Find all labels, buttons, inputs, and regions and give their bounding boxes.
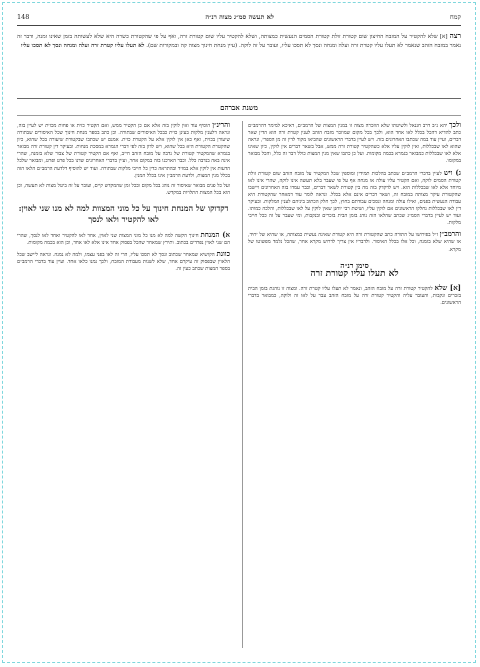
commentary-rule — [17, 115, 461, 116]
header-rule — [17, 25, 461, 26]
intro-lead-word: רצה — [449, 31, 461, 40]
lead-word: א) המנחת — [200, 229, 230, 239]
lead-word: והרמב״ן — [439, 229, 461, 239]
intro-text: [א] שלא להקטיר על המזבח החיצון שום קטורת זולת קטורת הסמים הנעשית כמצותה, ושלא להקטיר עליו שום קטורת זרה, ואף על פי שהקטורת כשרה היא שלא לעשותה בזמן שאינו זמנה, ודבר זה נאמר במזבח הזהב שנאמר לא תעלו עליו קטרת זרה ועלה ומנחה ונסך לא תסכו עליו, ועובר על זה לוקה. (עיין מנחת חינוך מצוה קה ובמקורות שם). — [17, 34, 461, 49]
left-paragraph — [17, 121, 230, 180]
siman-label: סימן רנ״ה — [340, 260, 369, 270]
right-column — [248, 121, 461, 652]
siman-paragraph — [248, 284, 461, 307]
column-separator — [242, 121, 243, 648]
paragraph-text: חינוך הקשה למה לא מנו כל מוני המצות שני לאוין, אחד לאו להקטיר ואחד לאו לנסך, שהרי הם שני לאוין נפרדים בכתוב. ותירץ שמאחר שהכל בפסוק אחד אינו אלא לאו אחד, וכן הוא בכמה מקומות. — [17, 232, 230, 247]
paragraph-text: הוסיף עוד ואין לוקין בזה אלא אם כן הקטיר ממש, ואם הקטיר כזית או פחות מכזית יש לעיין בזה, ונראה דלענין מלקות בעינן כזית כבכל האיסורים שבתורה. וכן כתב בספר מנחת חינוך שכל האיסורים שבתורה שיעורן בכזית, ואף כאן אין לוקין אלא על הקטרת כזית. אמנם יש שכתבו שבקטורת שיעורה בכל שהוא, כיון שהקטרת הקטורת היא בכל שהוא, ויש לדון בזה לפי דברי הגמרא במסכת מנחות. ובעיקר דין קטורת זרה מבואר בגמרא שהמקטיר קטורת של נדבה על מזבח הזהב חייב, ואף אם הקטיר קטורת של צבור שלא בזמנה, שהרי אינה באה בנדבה כלל. וכבר הארכנו בזה במקום אחר, ועיין בדברי האחרונים שדנו בכל פרט ופרט, ומבואר שלכל הדעות אין לוקין אלא במזיד ובהתראה כדין כל חייבי מלקות שבתורה. ועוד יש להוסיף דלדעת הרמב״ם הלאו הזה בכלל מנין המצות, ולדעת הרמב״ן אינו בכלל המנין. — [17, 123, 230, 179]
running-title: לא תעשה סמ״ג מצוה רנ״ה — [205, 13, 274, 21]
paragraph-text: לעיין בדברי הרמב״ם שכתב בהלכות תמידין ומוספין שכל המקטיר על מזבח הזהב שום קטורת זולת קטורת הסמים לוקה, ואם הקטיר עליו עולה או מנחה אף על פי שעבר בלא תעשה אינו לוקה, שהרי אינו לאו מיוחד אלא לאו שבכללות הוא. ויש לדקדק בזה מה בין קטורת לשאר דברים, וכבר עמדו בזה האחרונים ויישבו שהקטורת עיקר מצותה במזבח זה, ושאר דברים אינם אלא בכלל. ונראה לומר עוד דמאחר שהקטורת היא עבודה הנעשית בפנים, ואילו עולה ומנחה ונסכים עבודתם בחוץ, לכך חלק הכתוב ביניהם לענין המלקות. ובעיקר דין לאו שבכללות נחלקו הראשונים אם לוקין עליו, ושיטת רבי יוחנן שאין לוקין על לאו שבכללות, והלכה כמותו. ועוד יש לעיין בדברי הסמ״ג שכתב שהלאו הזה נוהג בזמן הבית בזכרים ובנקבות, ומי שעבר על זה ככל חייבי מלקות. — [248, 170, 461, 227]
paragraph-text: להקטיר קטורת זרה על מזבח הזהב, ונאמר לא תעלו עליו קטרת זרה. ומצוה זו נוהגת בזמן הבית בזכרים ונקבות, והעובר עליה והקטיר קטורת זרה על מזבח הזהב עבר על לאו זה ולוקה, כמבואר בדברי הראשונים. — [248, 285, 461, 306]
page-header — [17, 11, 461, 23]
intro-bold-phrase: לא תעלו עליו קטרת זרה ועלה ומנחה ונסך לא תסכו עליו — [21, 43, 145, 49]
paragraph-text: ועל כל פנים מבואר שאיסור זה נוהג בכל מקום ובכל זמן שהמקדש קיים, ועובר על זה ביטל מצות לא תעשה, וכן הוא בכל המצות התלויות במקדש. — [17, 182, 230, 196]
lead-word: ג) ויש — [443, 167, 461, 177]
right-paragraph — [248, 169, 461, 228]
right-paragraph — [248, 230, 461, 253]
corner-word: קמח — [449, 13, 461, 21]
commentary-label: משנת אברהם — [220, 103, 258, 112]
intro-rule — [17, 98, 461, 99]
section-paragraph — [17, 231, 230, 247]
left-column — [17, 121, 230, 652]
paragraph-text: ז״ל בפירושו על התורה כתב שהקטורת זרה היא קטורת שאינה נעשית כמצותה, או שהיא של יחיד, או שהיא שלא בזמנה, וכל אלו בכלל האיסור. ולדבריו אין צריך לדרוש מקרא אחר, שהכל נלמד מפשוטו של מקרא. — [248, 232, 461, 253]
intro-paragraph — [17, 31, 461, 51]
left-paragraph — [17, 183, 230, 197]
lead-word: [א] שלא — [434, 282, 461, 292]
lead-word: כוונת — [216, 249, 230, 259]
page-number: 148 — [17, 13, 30, 21]
lead-word: והרינ״ן — [212, 121, 230, 129]
page-frame — [2, 2, 476, 663]
paragraph-text: יהא נ״ב דרב חננאל ולשיטתו שלא הוזכרה מצוה זו במנין המצות של הרמב״ם, דאיכא למימר דהרמב״ם כתב להדיא דהכל בכלל לאו אחד הוא, ולכך בכל מקום שמוזכר מזבח הזהב לענין קטרת זרה הוא הדין שאר דברים, ועיין עוד במה שכתבו האחרונים בזה. ויש לעיין בדברי הראשונים שהביאו מקור לדין זה מן הספרי, ונראה שהוא לאו שבכללות, ואין לוקין עליו אלא כשהקטיר קטורת זרה ממש, אבל בשאר דברים אין לוקין, כיון שאינו אלא לאו שבכללות כמבואר בגמרא בכמה מקומות. ועל כן כתבו שאין מנין המצות כולל דבר זה כלל, והכל מבואר במקומו. — [248, 123, 461, 165]
right-paragraph — [248, 121, 461, 166]
section-paragraph — [17, 250, 230, 273]
section-heading: דקדוקו של המנחת חינוך על כל מוני המצוות למה לא מנו שני לאוין: לאו להקטיר ולאו לנסך — [18, 202, 229, 224]
paragraph-text: הקושיא שמאחר שכתוב ונסך לא תסכו עליו, הרי זה לאו בפני עצמו, ולמה לא נמנה. ונראה ליישב שכל הלאוין שבפסוק זה עיקרם אחד, שלא לשנות מעבודת המזבח, ולכך נמנו כלאו אחד. ועיין עוד בדברי הרמב״ם בספר המצות שכתב כעין זה. — [17, 252, 230, 273]
siman-title: לא תעלו עליו קטורת זרה — [310, 268, 399, 279]
lead-word: ולכך — [449, 121, 461, 129]
